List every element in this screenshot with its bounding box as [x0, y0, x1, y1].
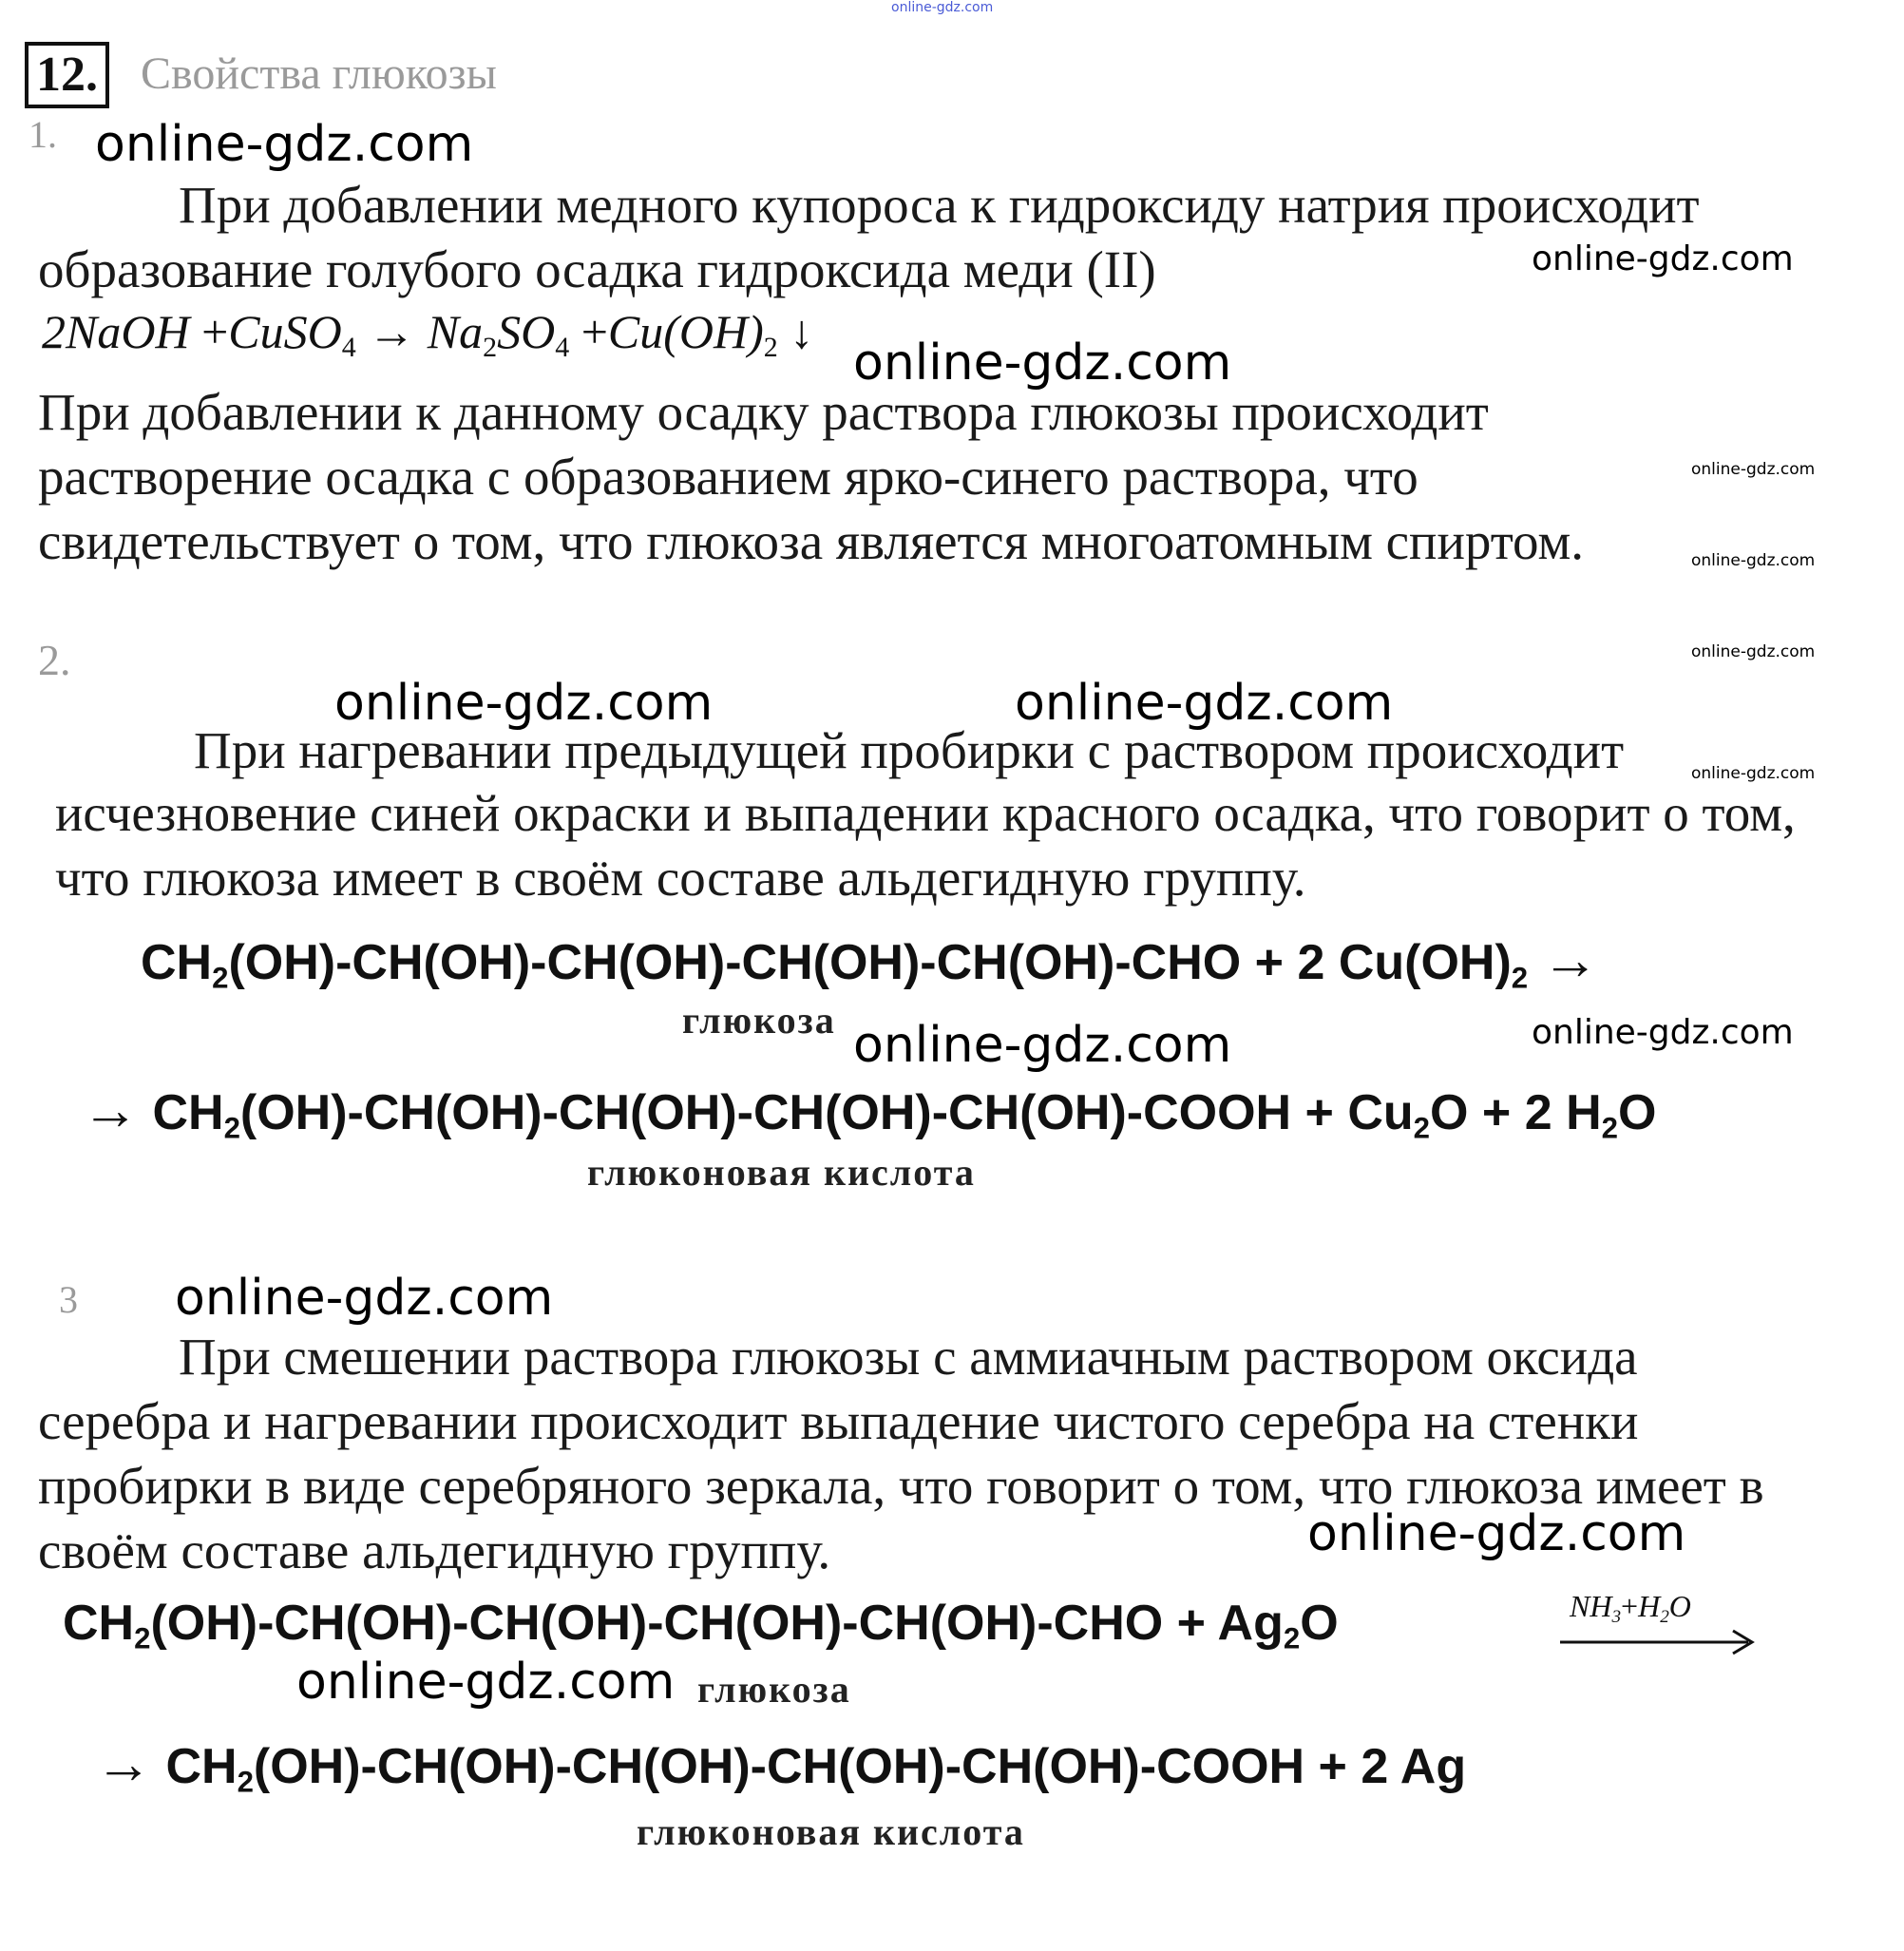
equation-plus: + — [201, 305, 229, 358]
watermark: online-gdz.com — [1015, 675, 1394, 732]
watermark: online-gdz.com — [853, 335, 1232, 392]
condition-part: NH — [1570, 1589, 1612, 1623]
caption-gluconic-acid: глюконовая кислота — [637, 1810, 1025, 1853]
precipitate-arrow: ↓ — [790, 305, 814, 358]
equation-part: CuSO — [228, 305, 342, 358]
section-2-text-line: исчезновение синей окраски и выпадении красного осадка, что говорит о том, — [55, 784, 1796, 842]
equation-part: Cu(OH) — [607, 305, 764, 358]
subscript: 3 — [1611, 1606, 1622, 1627]
watermark: online-gdz.com — [1532, 239, 1794, 278]
formula-part: O — [1618, 1085, 1657, 1140]
subscript: 2 — [1601, 1111, 1619, 1145]
formula-part: CH — [63, 1596, 135, 1651]
watermark: online-gdz.com — [1691, 764, 1816, 783]
watermark: online-gdz.com — [175, 1270, 554, 1327]
subscript: 4 — [341, 332, 356, 363]
watermark: online-gdz.com — [334, 675, 714, 732]
page-title: Свойства глюкозы — [141, 48, 497, 99]
reaction-arrow: → — [95, 1732, 152, 1795]
equation-arrow: → — [368, 305, 416, 358]
formula-part: (OH)-CH(OH)-CH(OH)-CH(OH)-CH(OH)-COOH + 2 Ag — [253, 1739, 1467, 1794]
section-3-equation-2 — [95, 1731, 1466, 1797]
watermark: online-gdz.com — [853, 1017, 1232, 1074]
watermark: online-gdz.com — [1691, 642, 1816, 661]
section-1-text-line: При добавлении к данному осадку раствора глюкозы происходит — [38, 383, 1489, 441]
section-1-number: 1. — [29, 113, 57, 156]
section-3-text-line: серебра и нагревании происходит выпадение чистого серебра на стенки — [38, 1392, 1639, 1450]
subscript: 2 — [223, 1111, 240, 1145]
section-2-equation-2 — [82, 1078, 1656, 1143]
subscript: 2 — [483, 332, 498, 363]
reaction-condition — [1570, 1589, 1691, 1627]
section-2-equation-1 — [141, 928, 1599, 993]
reaction-arrow — [1558, 1627, 1760, 1657]
section-1-text-line: образование голубого осадка гидроксида меди (II) — [38, 240, 1156, 298]
task-number: 12. — [25, 42, 109, 108]
watermark: online-gdz.com — [1691, 551, 1816, 570]
equation-plus: + — [581, 305, 608, 358]
subscript: 2 — [1413, 1111, 1431, 1145]
subscript: 2 — [212, 961, 229, 995]
section-3-equation-1 — [63, 1595, 1339, 1655]
caption-gluconic-acid: глюконовая кислота — [587, 1151, 976, 1194]
condition-part: + — [1621, 1589, 1639, 1623]
equation-part: Na — [427, 305, 484, 358]
watermark: online-gdz.com — [1307, 1505, 1686, 1562]
caption-glucose: глюкоза — [682, 999, 836, 1042]
equation-part: SO — [497, 305, 556, 358]
section-1-text-line: При добавлении медного купороса к гидроксиду натрия происходит — [179, 176, 1700, 234]
watermark: online-gdz.com — [1691, 460, 1816, 479]
formula-part: CH — [141, 935, 213, 990]
formula-part: CH — [165, 1739, 238, 1794]
section-2-number: 2. — [38, 636, 71, 684]
formula-part: (OH)-CH(OH)-CH(OH)-CH(OH)-CH(OH)-COOH + Cu — [239, 1085, 1414, 1140]
section-3-text-line: своём составе альдегидную группу. — [38, 1521, 831, 1579]
section-1-equation — [42, 304, 814, 363]
subscript: 2 — [237, 1765, 254, 1799]
subscript: 4 — [555, 332, 570, 363]
watermark: online-gdz.com — [296, 1654, 676, 1711]
section-3-text-line: При смешении раствора глюкозы с аммиачным раствором оксида — [179, 1328, 1638, 1386]
formula-part: (OH)-CH(OH)-CH(OH)-CH(OH)-CH(OH)-CHO + Ag — [150, 1596, 1284, 1651]
formula-part: (OH)-CH(OH)-CH(OH)-CH(OH)-CH(OH)-CHO + 2 Cu(OH) — [228, 935, 1512, 990]
formula-part: CH — [152, 1085, 224, 1140]
caption-glucose: глюкоза — [697, 1668, 851, 1711]
formula-part: O — [1300, 1596, 1339, 1651]
section-3-text-line: пробирки в виде серебряного зеркала, что говорит о том, что глюкоза имеет в — [38, 1457, 1764, 1515]
watermark: online-gdz.com — [95, 116, 474, 173]
watermark: online-gdz.com — [1532, 1013, 1794, 1052]
condition-part: H — [1638, 1589, 1661, 1623]
equation-part: 2NaOH — [42, 305, 190, 358]
subscript: 2 — [763, 332, 778, 363]
section-2-text-line: При нагревании предыдущей пробирки с раствором происходит — [194, 721, 1625, 779]
section-1-text-line: растворение осадка с образованием ярко-синего раствора, что — [38, 448, 1418, 506]
section-3-number: 3 — [59, 1278, 78, 1321]
section-2-text-line: что глюкоза имеет в своём составе альдегидную группу. — [55, 849, 1306, 907]
reaction-arrow: → — [1541, 928, 1599, 991]
subscript: 2 — [1511, 961, 1529, 995]
watermark-top: online-gdz.com — [891, 0, 994, 15]
section-1-text-line: свидетельствует о том, что глюкоза является многоатомным спиртом. — [38, 512, 1585, 570]
condition-part: O — [1668, 1589, 1691, 1623]
subscript: 2 — [1660, 1606, 1669, 1627]
reaction-arrow: → — [82, 1079, 139, 1141]
subscript: 2 — [134, 1621, 151, 1655]
formula-part: O + 2 H — [1430, 1085, 1602, 1140]
subscript: 2 — [1283, 1621, 1301, 1655]
